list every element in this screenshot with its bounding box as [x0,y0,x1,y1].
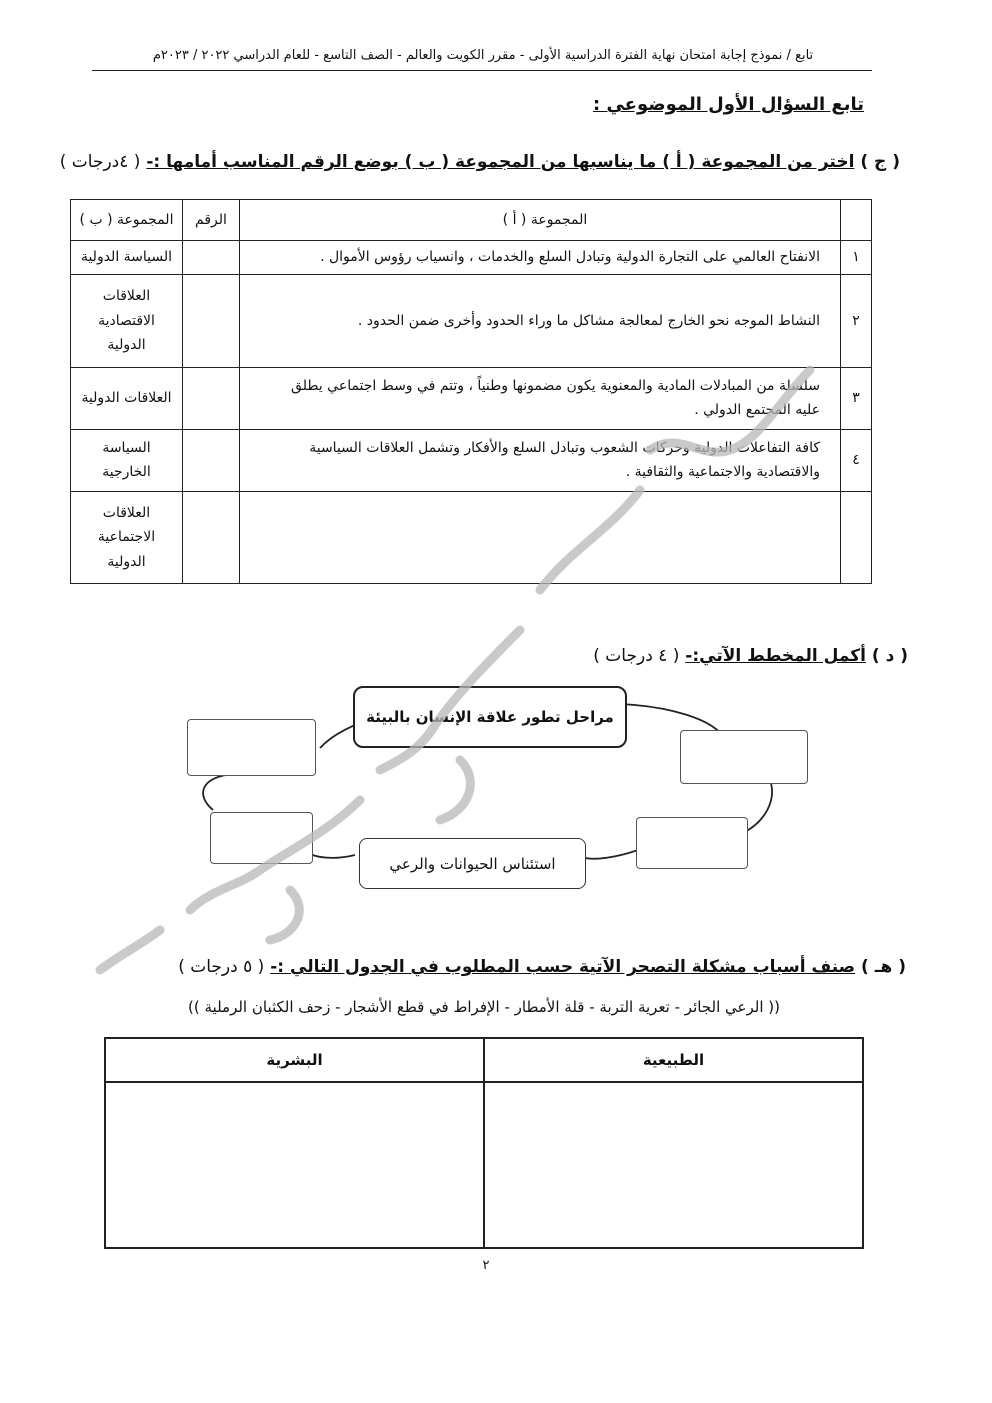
classification-answer-row [105,1082,863,1248]
table-row [71,275,872,367]
table-row [71,241,872,275]
question-h-marks: ( ٥ درجات ) [178,957,265,977]
row-index: ١ [841,241,872,275]
diagram-blank-box-top-left[interactable] [187,719,316,776]
classification-header [105,1038,863,1082]
header-group-b: المجموعة ( ب ) [71,200,183,241]
header-rule [92,70,872,71]
row-index [841,491,872,583]
group-a-item: النشاط الموجه نحو الخارج لمعالجة مشاكل ما وراء الحدود وأخرى ضمن الحدود . [240,275,841,367]
group-b-item: العلاقات الاقتصادية الدولية [71,275,183,367]
row-index: ٢ [841,275,872,367]
row-index: ٤ [841,429,872,491]
human-answer-cell[interactable] [105,1082,484,1248]
row-index: ٣ [841,367,872,429]
question-c-letter: ( ج ) [860,152,900,172]
matching-table [70,199,872,584]
group-b-item: العلاقات الدولية [71,367,183,429]
group-b-item: السياسة الدولية [71,241,183,275]
group-a-item: سلسلة من المبادلات المادية والمعنوية يكون مضمونها وطنياً ، وتتم في وسط اجتماعي يطلق عليه المجتمع الدولي . [240,367,841,429]
header-group-a: المجموعة ( أ ) [240,200,841,241]
table-row [71,429,872,491]
question-h-letter: ( هـ ) [861,957,906,977]
table-row [71,491,872,583]
diagram-given-stage: استئناس الحيوانات والرعي [359,838,586,889]
classification-table [104,1037,864,1249]
question-c-heading [60,152,900,172]
page-header: تابع / نموذج إجابة امتحان نهاية الفترة الدراسية الأولى - مقرر الكويت والعالم - الصف التاسع - للعام الدراسي ٢٠٢٢ / ٢٠٢٣م [152,48,814,63]
answer-number-cell[interactable] [183,491,240,583]
group-b-item: العلاقات الاجتماعية الدولية [71,491,183,583]
answer-number-cell[interactable] [183,241,240,275]
answer-number-cell[interactable] [183,367,240,429]
answer-number-cell[interactable] [183,429,240,491]
page-number: ٢ [482,1258,490,1273]
desertification-causes-list: (( الرعي الجائر - تعرية التربة - قلة الأمطار - الإفراط في قطع الأشجار - زحف الكثبان الرملية )) [188,998,780,1016]
header-human: البشرية [105,1038,484,1082]
diagram-blank-box-top-right[interactable] [680,730,808,784]
section-title: تابع السؤال الأول الموضوعي : [592,94,864,115]
question-c-text: اختر من المجموعة ( أ ) ما يناسبها من المجموعة ( ب ) بوضع الرقم المناسب أمامها :- [146,152,855,172]
group-a-item: الانفتاح العالمي على التجارة الدولية وتبادل السلع والخدمات ، وانسياب رؤوس الأموال . [240,241,841,275]
table-row [71,367,872,429]
header-natural: الطبيعية [484,1038,863,1082]
header-index [841,200,872,241]
question-d-marks: ( ٤ درجات ) [593,646,680,666]
group-b-item: السياسة الخارجية [71,429,183,491]
header-number: الرقم [183,200,240,241]
question-c-marks: ( ٤درجات ) [59,152,141,172]
diagram-center-title: مراحل تطور علاقة الإنسان بالبيئة [353,686,627,748]
question-h-heading [178,957,906,977]
question-d-letter: ( د ) [871,646,908,666]
diagram-blank-box-bottom-right[interactable] [636,817,748,869]
natural-answer-cell[interactable] [484,1082,863,1248]
question-h-text: صنف أسباب مشكلة التصحر الآتية حسب المطلوب في الجدول التالي :- [270,957,856,977]
question-d-text: أكمل المخطط الآتي:- [685,646,866,666]
diagram-blank-box-bottom-left[interactable] [210,812,313,864]
question-d-heading [593,646,908,666]
group-a-item: كافة التفاعلات الدولية وحركات الشعوب وتبادل السلع والأفكار وتشمل العلاقات السياسية والاقتصادية والاجتماعية والثقافية . [240,429,841,491]
answer-number-cell[interactable] [183,275,240,367]
matching-table-header [71,200,872,241]
group-a-item [240,491,841,583]
